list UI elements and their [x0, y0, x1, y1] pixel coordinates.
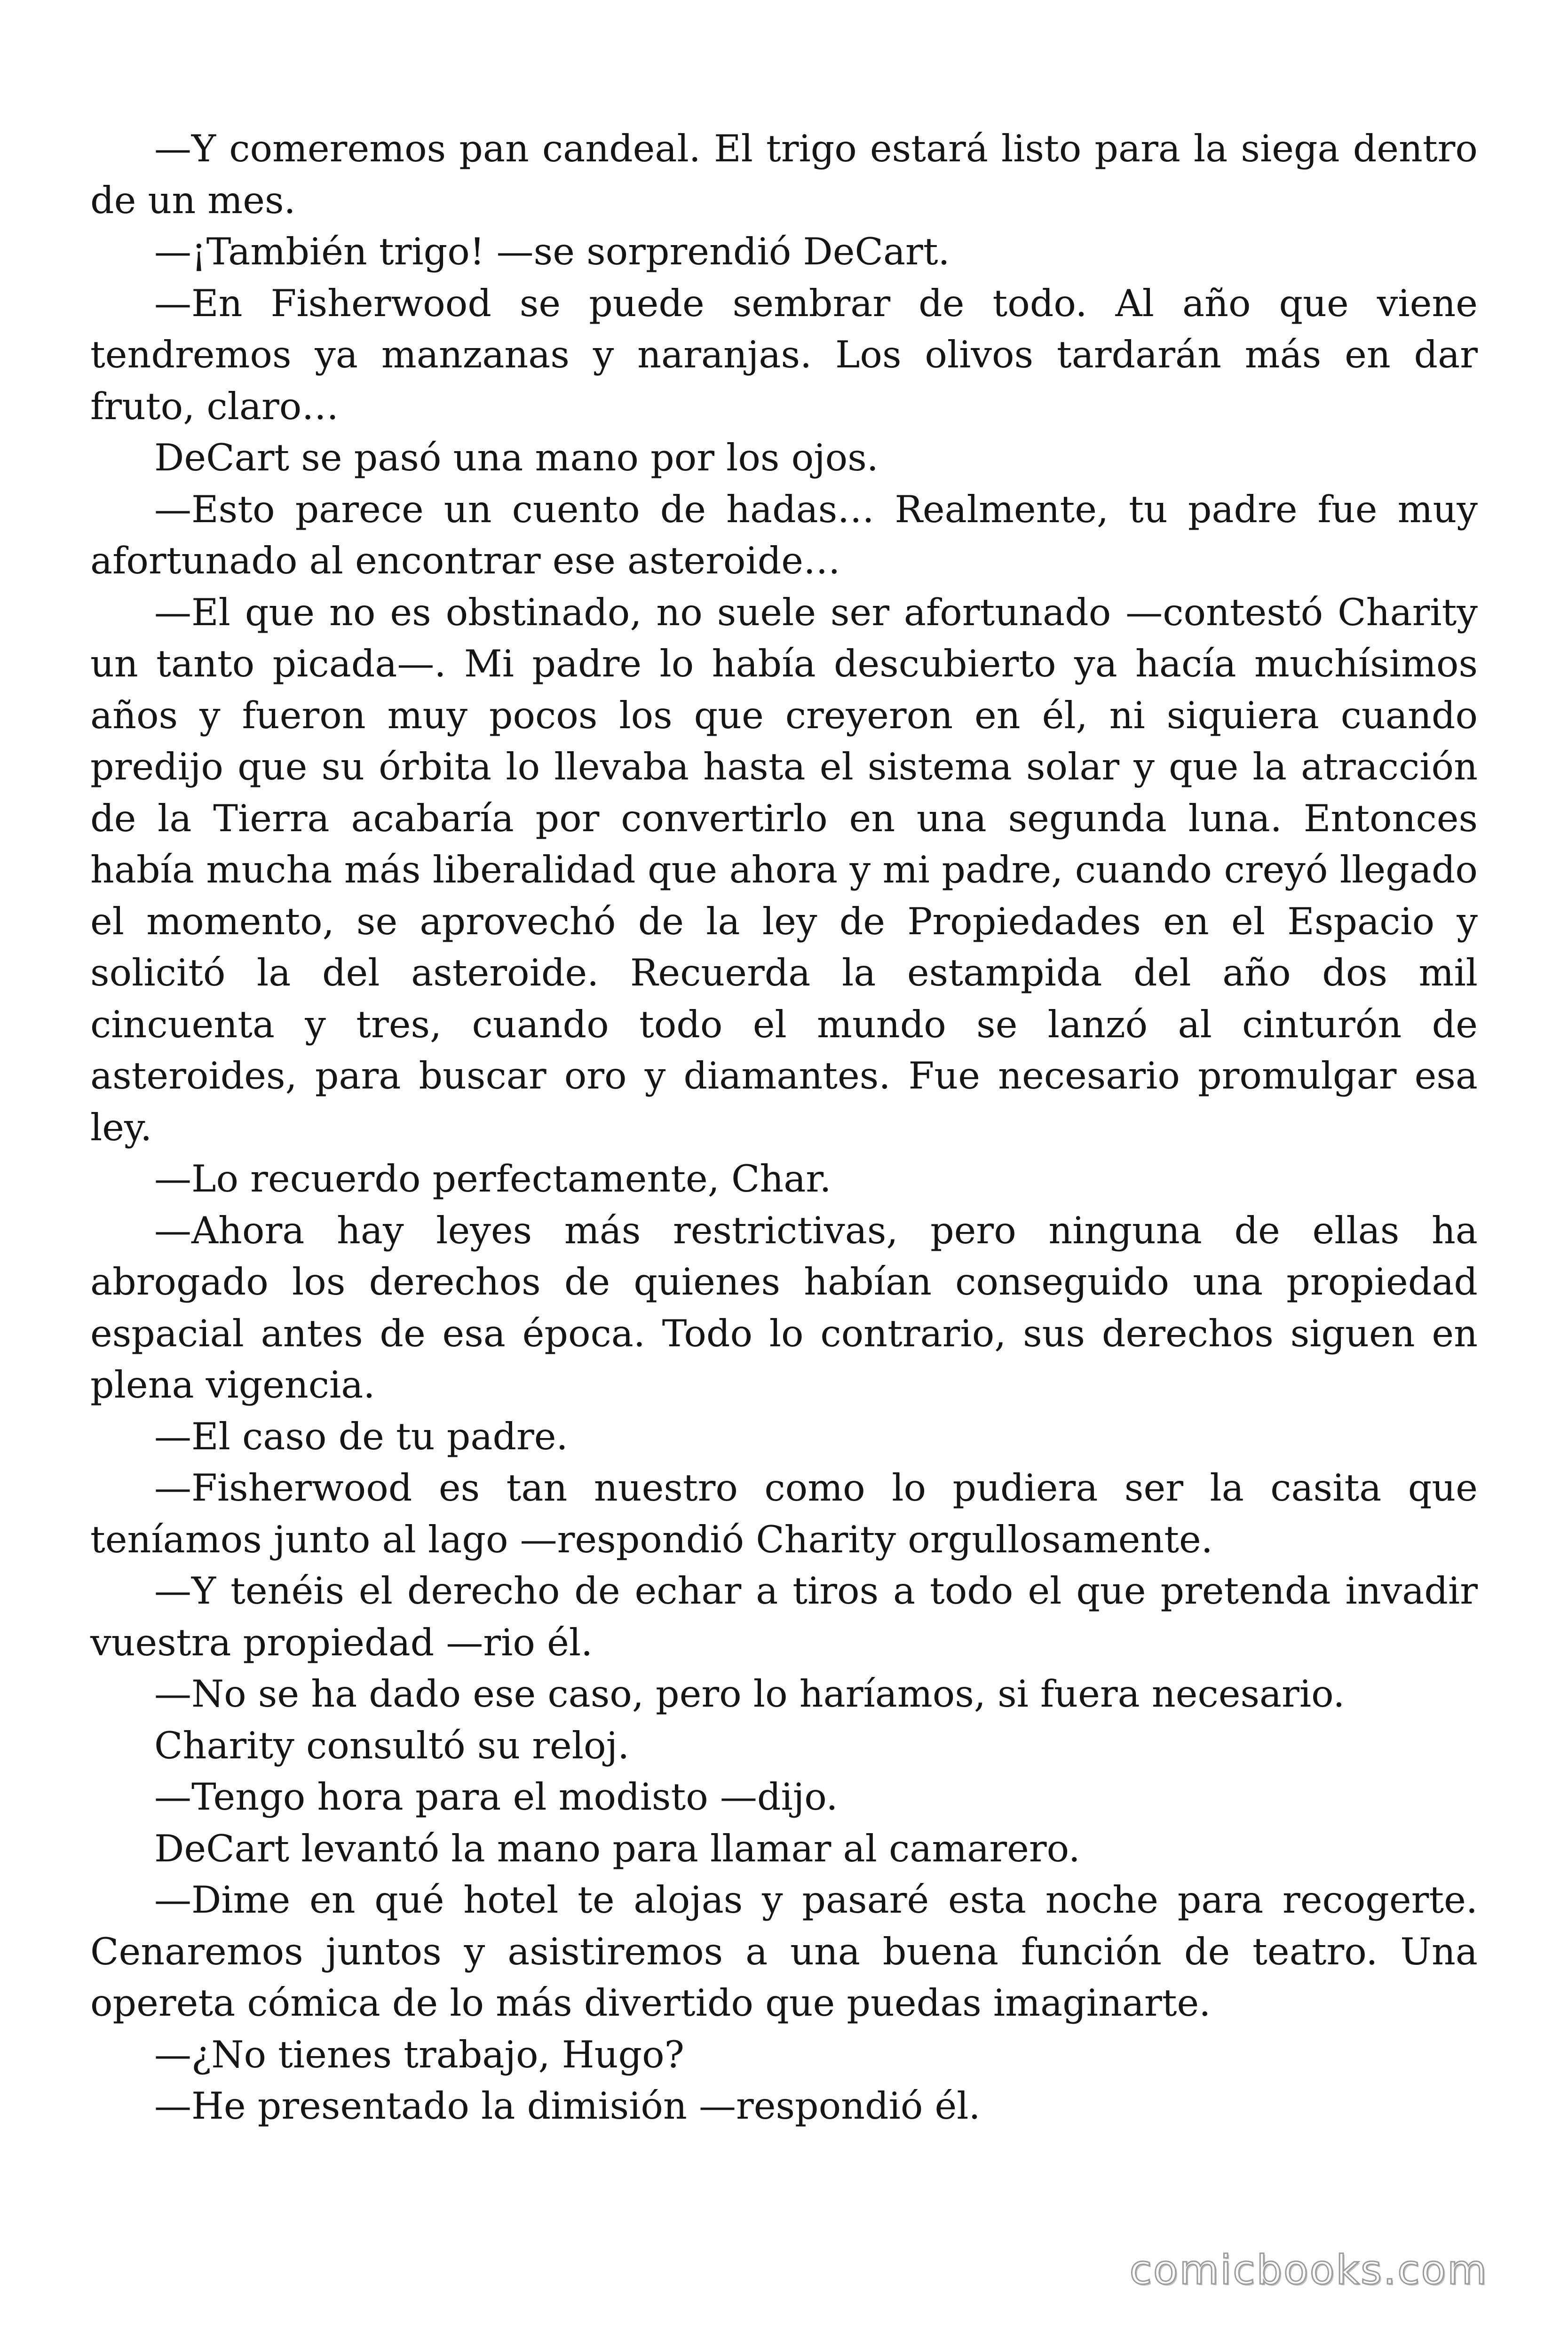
paragraph: —El caso de tu padre.	[154, 1414, 568, 1458]
body-text	[90, 123, 1478, 2132]
paragraph: —En Fisherwood se puede sembrar de todo. Al año que viene tendremos ya manzanas y naranjas. Los olivos tardarán más en dar fruto, claro…	[90, 281, 1478, 428]
paragraph: —Esto parece un cuento de hadas… Realmente, tu padre fue muy afortunado al encontrar ese asteroide…	[90, 487, 1478, 582]
paragraph: —Y tenéis el derecho de echar a tiros a todo el que pretenda invadir vuestra propiedad —rio él.	[90, 1569, 1478, 1664]
paragraph: DeCart se pasó una mano por los ojos.	[154, 436, 879, 479]
paragraph: —No se ha dado ese caso, pero lo haríamos, si fuera necesario.	[154, 1672, 1345, 1716]
paragraph: DeCart levantó la mano para llamar al camarero.	[154, 1827, 1080, 1870]
paragraph: —Ahora hay leyes más restrictivas, pero ninguna de ellas ha abrogado los derechos de quienes habían conseguido una propiedad espacial antes de esa época. Todo lo contrario, sus derechos siguen en plena vigencia.	[90, 1208, 1478, 1406]
paragraph: Charity consultó su reloj.	[154, 1724, 630, 1767]
paragraph: —¿No tienes trabajo, Hugo?	[154, 2033, 685, 2076]
paragraph: —¡También trigo! —se sorprendió DeCart.	[154, 230, 950, 273]
paragraph: —El que no es obstinado, no suele ser afortunado —contestó Charity un tanto picada—. Mi padre lo había descubierto ya hacía muchísimos años y fueron muy pocos los que creyeron en él, ni siquiera cuando predijo que su órbita lo llevaba hasta el sistema solar y que la atracción de la Tierra acabaría por convertirlo en una segunda luna. Entonces había mucha más liberalidad que ahora y mi padre, cuando creyó llegado el momento, se aprovechó de la ley de Propiedades en el Espacio y solicitó la del asteroide. Recuerda la estampida del año dos mil cincuenta y tres, cuando todo el mundo se lanzó al cinturón de asteroides, para buscar oro y diamantes. Fue necesario promulgar esa ley.	[90, 590, 1478, 1149]
paragraph: —He presentado la dimisión —respondió él.	[154, 2084, 981, 2128]
paragraph: —Dime en qué hotel te alojas y pasaré esta noche para recogerte. Cenaremos juntos y asistiremos a una buena función de teatro. Una opereta cómica de lo más divertido que puedas imaginarte.	[90, 1878, 1478, 2025]
paragraph: —Y comeremos pan candeal. El trigo estará listo para la siega dentro de un mes.	[90, 127, 1478, 222]
watermark: comicbooks.com	[1129, 2247, 1488, 2294]
paragraph: —Lo recuerdo perfectamente, Char.	[154, 1157, 832, 1200]
paragraph: —Tengo hora para el modisto —dijo.	[154, 1775, 838, 1819]
paragraph: —Fisherwood es tan nuestro como lo pudiera ser la casita que teníamos junto al lago —respondió Charity orgullosamente.	[90, 1466, 1478, 1561]
